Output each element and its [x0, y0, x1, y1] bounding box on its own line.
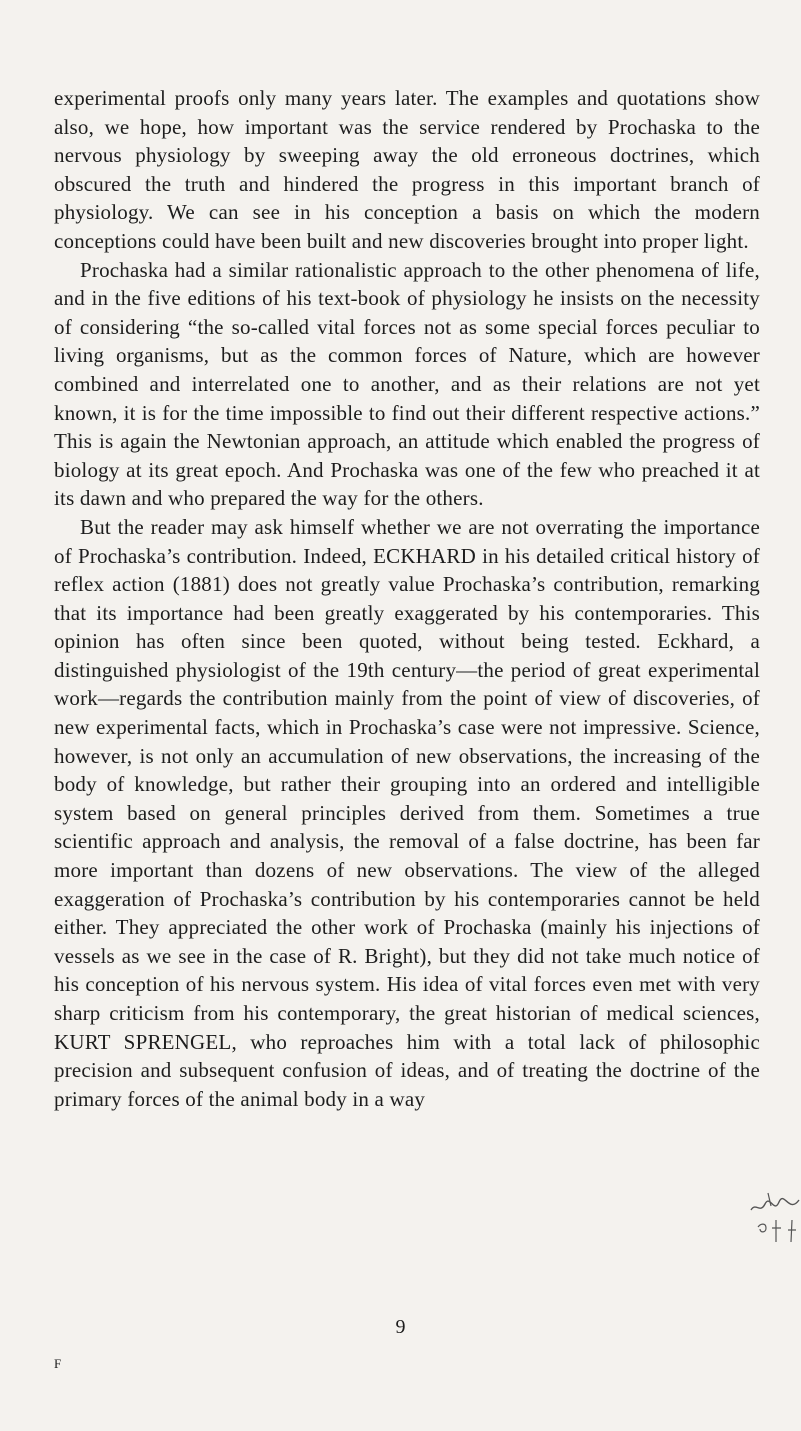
paragraph-2: Prochaska had a similar rationalistic approach to the other phenomena of life, and in the five editions of his text-book of physiology he insists on the necessity of considering “the so-called vital forces not as some special forces peculiar to living organisms, but as the common forces of Nature, which are however combined and interrelated one to another, and as their relations are not yet known, it is for the time impossible to find out their different respective actions.” This is again the Newtonian approach, an attitude which enabled the progress of biology at its great epoch. And Prochaska was one of the few who preached it at its dawn and who prepared the way for the others.: [54, 257, 760, 511]
page-text-block: [54, 84, 760, 1113]
page-number: 9: [395, 1316, 406, 1338]
paragraph-3: But the reader may ask himself whether we are not overrating the importance of Prochaska’s contribution. Indeed, ECKHARD in his detailed critical history of reflex action (1881) does not greatly value Prochaska’s contribution, remarking that its importance had been greatly exaggerated by his contemporaries. This opinion has often since been quoted, without being tested. Eckhard, a distinguished physiologist of the 19th century—the period of great experimental work—regards the contribution mainly from the point of view of discoveries, of new experimental facts, which in Prochaska’s case were not impressive. Science, however, is not only an accumulation of new observations, the increasing of the body of knowledge, but rather their grouping into an ordered and intelligible system based on general principles derived from them. Sometimes a true scientific approach and analysis, the removal of a false doctrine, has been far more important than dozens of new observations. The view of the alleged exaggeration of Prochaska’s contribution by his contemporaries cannot be held either. They appreciated the other work of Prochaska (mainly his injections of vessels as we see in the case of R. Bright), but they did not take much notice of his conception of his nervous system. His idea of vital forces even met with very sharp criticism from his contemporary, the great historian of medical sciences, KURT SPRENGEL, who reproaches him with a total lack of philosophic precision and subsequent confusion of ideas, and of treating the doctrine of the primary forces of the animal body in a way: [54, 514, 760, 1111]
printer-signature-mark: F: [54, 1356, 62, 1371]
handwritten-annotation-icon: [748, 1190, 801, 1245]
paragraph-1: experimental proofs only many years later. The examples and quotations show also, we hope, how important was the service rendered by Prochaska to the nervous physiology by sweeping away the old erroneous doctrines, which obscured the truth and hindered the progress in this important branch of physiology. We can see in his conception a basis on which the modern conceptions could have been built and new discoveries brought into proper light.: [54, 86, 760, 253]
